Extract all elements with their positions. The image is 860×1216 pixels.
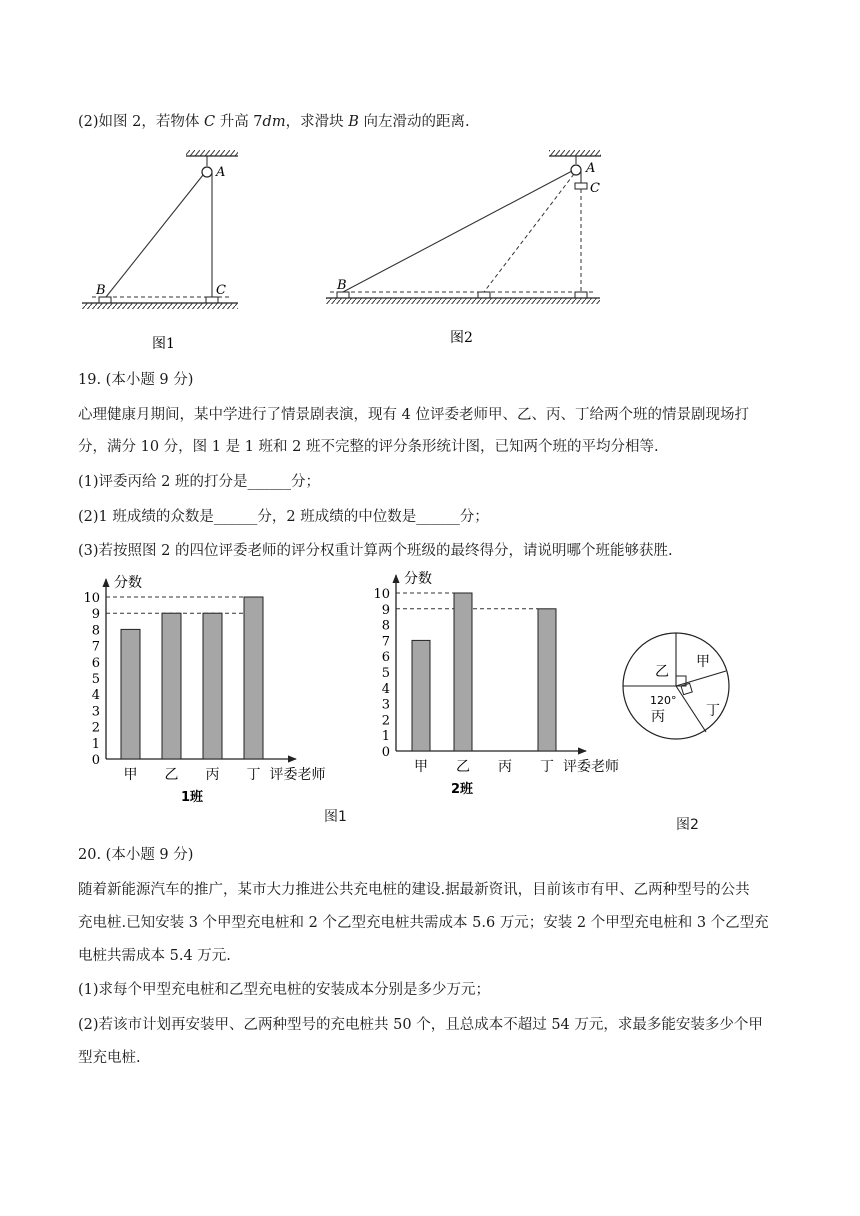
x-axis-label: 评委老师 bbox=[269, 767, 326, 783]
label-a-2: A bbox=[586, 161, 596, 176]
y-tick-label: 8 bbox=[381, 618, 390, 634]
q18-part2-unit: dm bbox=[262, 114, 286, 130]
q20-stem-3: 电桩共需成本 5.4 万元. bbox=[78, 948, 231, 964]
label-b-1: B bbox=[96, 283, 106, 298]
q18-part2-text-a: (2)如图 2，若物体 bbox=[78, 114, 204, 130]
q20-stem-2: 充电桩.已知安装 3 个甲型充电桩和 2 个乙型充电桩共需成本 5.6 万元；安装 2 个甲型充电桩和 3 个乙型充 bbox=[78, 915, 769, 931]
pulley-a-2 bbox=[571, 165, 581, 175]
object-c-2 bbox=[575, 183, 587, 189]
pie-label-bing: 丙 bbox=[651, 709, 665, 725]
label-b-2: B bbox=[337, 278, 347, 293]
y-axis-label: 分数 bbox=[404, 571, 432, 587]
q18-part2-var-b: B bbox=[348, 114, 359, 130]
q19-part-1: (1)评委丙给 2 班的打分是______分； bbox=[78, 474, 320, 490]
q20-part-1: (1)求每个甲型充电桩和乙型充电桩的安装成本分别是多少万元； bbox=[78, 982, 491, 998]
y-tick-label: 7 bbox=[381, 634, 390, 650]
x-tick-label: 丙 bbox=[205, 767, 220, 783]
x-tick-label: 丁 bbox=[246, 767, 261, 783]
x-tick-label: 乙 bbox=[164, 767, 179, 783]
pie-label-yi: 乙 bbox=[655, 664, 669, 680]
bar-甲 bbox=[412, 640, 430, 751]
pie-label-ding: 丁 bbox=[706, 703, 720, 719]
q19-part-2: (2)1 班成绩的众数是______分，2 班成绩的中位数是______分； bbox=[78, 509, 489, 525]
x-tick-label: 甲 bbox=[123, 767, 138, 783]
x-tick-label: 丁 bbox=[540, 759, 554, 775]
bar-chart-class-1 bbox=[60, 572, 350, 812]
fig1-caption: 图1 bbox=[152, 336, 175, 352]
q19-header: 19. (本小题 9 分) bbox=[78, 372, 194, 388]
q18-part2-text-d: ，求滑块 bbox=[285, 114, 349, 130]
label-c-2: C bbox=[590, 181, 600, 196]
rope-ab-2 bbox=[343, 171, 572, 292]
bar-丁 bbox=[244, 597, 263, 759]
x-axis-label: 评委老师 bbox=[563, 759, 619, 775]
q18-part2-text-b: 升高 7 bbox=[215, 114, 263, 130]
bar-丁 bbox=[538, 609, 556, 751]
y-tick-label: 3 bbox=[91, 704, 100, 720]
y-tick-label: 0 bbox=[91, 753, 100, 768]
y-tick-label: 3 bbox=[381, 697, 390, 713]
fig2-caption: 图2 bbox=[450, 330, 473, 346]
q19-part-3: (3)若按照图 2 的四位评委老师的评分权重计算两个班级的最终得分，请说明哪个班能够获胜. bbox=[78, 543, 673, 559]
q19-stem-1: 心理健康月期间，某中学进行了情景剧表演，现有 4 位评委老师甲、乙、丙、丁给两个班的情景剧现场打 bbox=[78, 407, 749, 423]
q19-fig1-caption: 图1 bbox=[324, 809, 347, 825]
y-tick-label: 9 bbox=[381, 602, 390, 618]
q19-stem-2: 分，满分 10 分，图 1 是 1 班和 2 班不完整的评分条形统计图，已知两个班的平均分相等. bbox=[78, 439, 659, 455]
q18-figure-2 bbox=[0, 0, 860, 360]
q19-fig2-caption: 图2 bbox=[676, 817, 699, 833]
y-tick-label: 9 bbox=[91, 607, 100, 623]
y-tick-label: 6 bbox=[381, 650, 390, 666]
y-tick-label: 4 bbox=[91, 688, 100, 704]
y-tick-label: 6 bbox=[91, 655, 100, 671]
y-tick-label: 7 bbox=[91, 639, 100, 655]
q20-header: 20. (本小题 9 分) bbox=[78, 847, 194, 863]
q20-part-2b: 型充电桩. bbox=[78, 1050, 141, 1066]
pie-chart-weights bbox=[620, 630, 740, 750]
bar-丙 bbox=[203, 613, 222, 759]
bar-甲 bbox=[121, 629, 140, 759]
y-axis-label: 分数 bbox=[114, 575, 142, 591]
x-tick-label: 乙 bbox=[456, 759, 470, 775]
y-tick-label: 2 bbox=[381, 713, 390, 729]
chart-title: 1班 bbox=[180, 790, 204, 805]
y-tick-label: 10 bbox=[83, 591, 100, 606]
x-tick-label: 丙 bbox=[498, 759, 512, 775]
y-tick-label: 1 bbox=[381, 729, 390, 745]
y-tick-label: 1 bbox=[91, 736, 100, 752]
y-tick-label: 5 bbox=[381, 666, 390, 681]
bar-chart-class-2 bbox=[352, 568, 642, 812]
label-c-1: C bbox=[216, 283, 226, 298]
label-a-1: A bbox=[216, 165, 226, 180]
q20-part-2a: (2)若该市计划再安装甲、乙两种型号的充电桩共 50 个，且总成本不超过 54 万元，求最多能安装多少个甲 bbox=[78, 1017, 763, 1033]
y-tick-label: 2 bbox=[91, 720, 100, 736]
y-tick-label: 10 bbox=[373, 587, 390, 602]
y-tick-label: 0 bbox=[381, 745, 390, 760]
y-tick-label: 4 bbox=[381, 681, 390, 697]
y-tick-label: 8 bbox=[91, 623, 100, 639]
y-tick-label: 5 bbox=[91, 672, 100, 687]
q18-part2-text-e: 向左滑动的距离. bbox=[358, 114, 470, 130]
bar-乙 bbox=[454, 593, 472, 751]
q20-stem-1: 随着新能源汽车的推广，某市大力推进公共充电桩的建设.据最新资讯，目前该市有甲、乙两种型号的公共 bbox=[78, 882, 750, 898]
chart-title: 2班 bbox=[450, 782, 474, 797]
bar-乙 bbox=[162, 613, 181, 759]
pie-angle-label: 120° bbox=[650, 694, 677, 707]
q18-part2-var-c: C bbox=[203, 114, 216, 130]
x-tick-label: 甲 bbox=[414, 759, 428, 775]
pie-label-jia: 甲 bbox=[696, 654, 710, 670]
